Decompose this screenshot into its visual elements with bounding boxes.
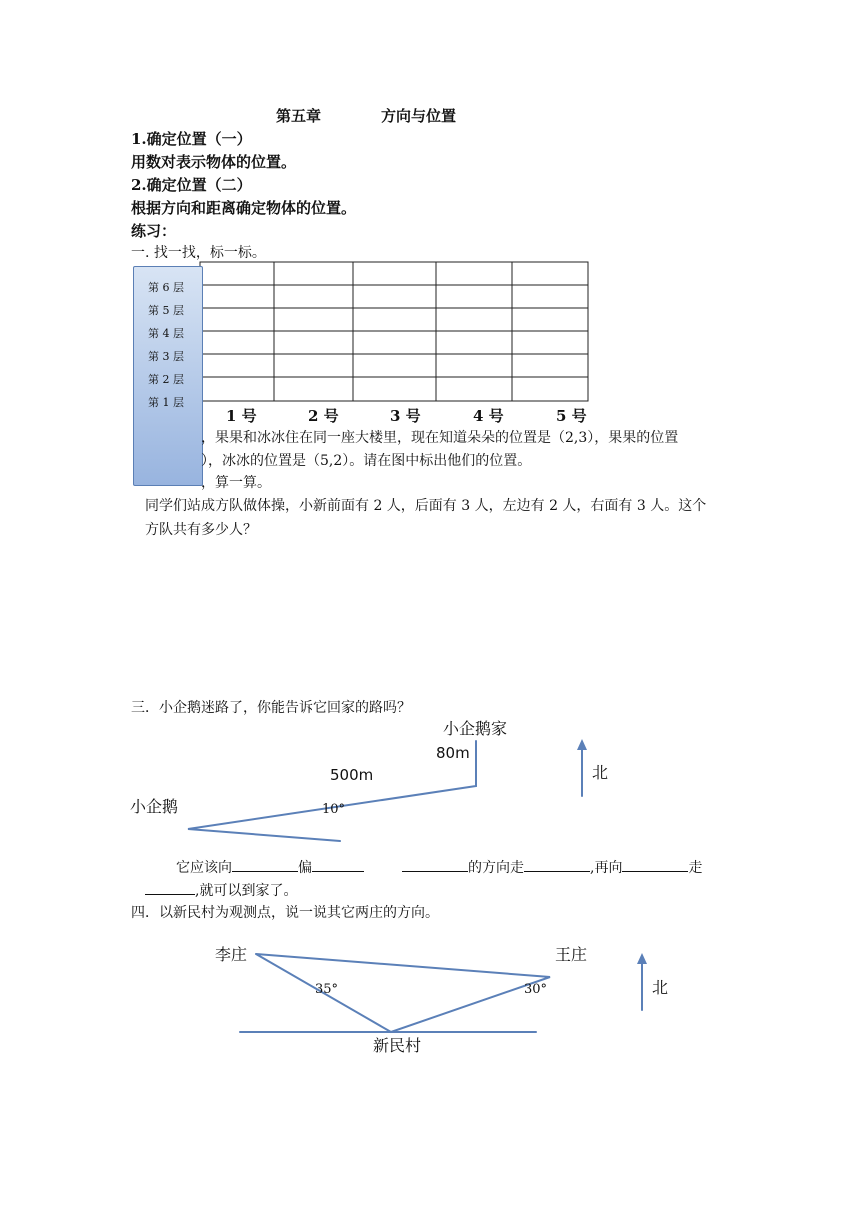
left-village-label: 李庄 xyxy=(215,945,248,964)
q3-title: 三．小企鹅迷路了，你能告诉它回家的路吗？ xyxy=(131,700,411,716)
fill-text-d: ,再向 xyxy=(590,860,623,876)
section-1-desc: 用数对表示物体的位置。 xyxy=(131,153,297,171)
floor-label-5: 第 5 层 xyxy=(148,304,184,317)
q4-title: 四．以新民村为观测点，说一说其它两庄的方向。 xyxy=(131,905,439,921)
floor-label-2: 第 2 层 xyxy=(148,373,184,386)
right-village-label: 王庄 xyxy=(555,945,588,964)
unit-label-2: 2 号 xyxy=(308,407,339,425)
home-label: 小企鹅家 xyxy=(443,719,508,738)
q2-line-2: 方队共有多少人？ xyxy=(145,522,257,538)
fill-text-f: ,就可以到家了。 xyxy=(195,883,298,899)
practice-label: 练习： xyxy=(131,222,177,240)
q3-north-label: 北 xyxy=(592,763,609,782)
fill-text-b: 偏 xyxy=(298,860,312,876)
q4-north-label: 北 xyxy=(652,978,669,997)
floor-label-4: 第 4 层 xyxy=(148,327,184,340)
floor-label-3: 第 3 层 xyxy=(148,350,184,363)
q1-text-line-1: ，果果和冰冰住在同一座大楼里，现在知道朵朵的位置是（2,3），果果的位置 xyxy=(201,430,679,446)
unit-label-5: 5 号 xyxy=(556,407,587,425)
chapter-label: 第五章 xyxy=(276,107,322,125)
q2-title: ，算一算。 xyxy=(201,475,271,491)
section-1-heading: 1.确定位置（一） xyxy=(131,130,252,148)
unit-label-1: 1 号 xyxy=(226,407,257,425)
right-angle-label: 30° xyxy=(524,982,548,997)
q1-title: 一. 找一找，标一标。 xyxy=(131,245,266,261)
section-2-heading: 2.确定位置（二） xyxy=(131,176,252,194)
floor-label-6: 第 6 层 xyxy=(148,281,184,294)
fill-text-e: 走 xyxy=(688,860,703,876)
center-village-label: 新民村 xyxy=(373,1036,422,1055)
unit-label-4: 4 号 xyxy=(473,407,504,425)
distance-north-label: 80m xyxy=(436,744,470,762)
distance-main-label: 500m xyxy=(330,766,374,784)
fill-text-a: 它应该向 xyxy=(176,860,232,876)
unit-label-3: 3 号 xyxy=(390,407,421,425)
left-angle-label: 35° xyxy=(315,982,339,997)
section-2-desc: 根据方向和距离确定物体的位置。 xyxy=(131,199,357,217)
fill-text-c: 的方向走 xyxy=(468,860,524,876)
angle-10-label: 10° xyxy=(322,802,346,817)
chapter-title: 方向与位置 xyxy=(381,107,457,125)
q1-text-line-2: ），冰冰的位置是（5,2）。请在图中标出他们的位置。 xyxy=(201,453,532,469)
q2-line-1: 同学们站成方队做体操，小新前面有 2 人，后面有 3 人，左边有 2 人，右面有 3 人。这个 xyxy=(145,498,707,514)
penguin-label: 小企鹅 xyxy=(130,797,179,816)
floor-label-1: 第 1 层 xyxy=(148,396,184,409)
